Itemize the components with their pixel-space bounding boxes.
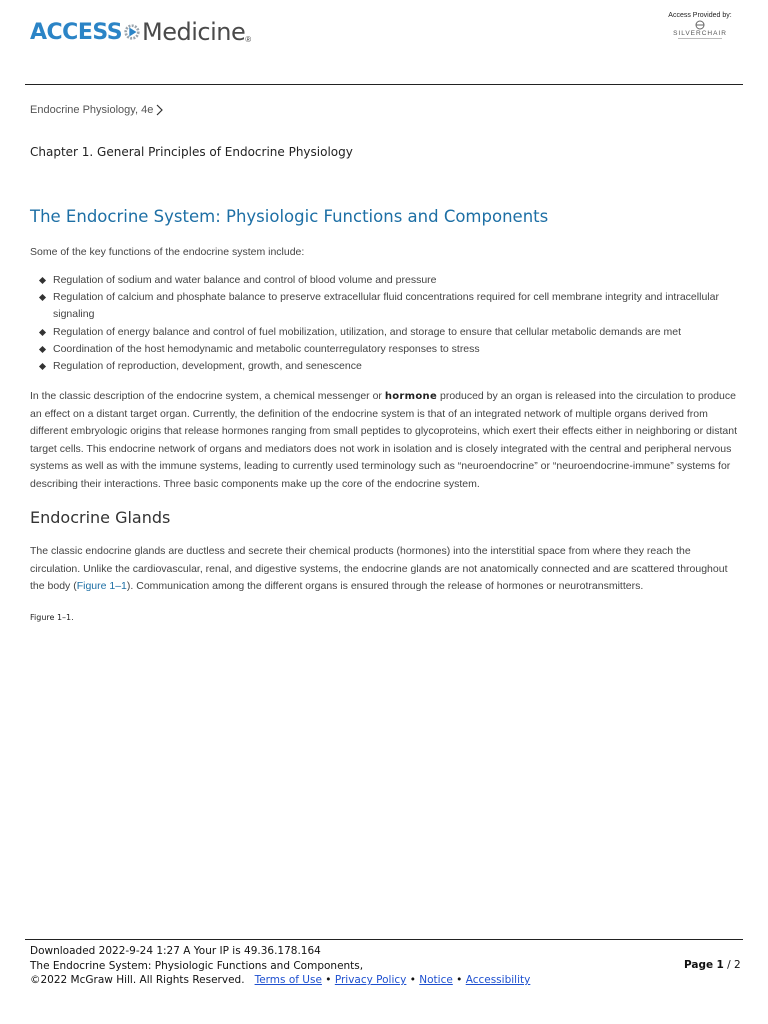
paragraph-text: The classic endocrine glands are ductless and secrete their chemical products (hormones) into the interstitial space from where they reach the circulation. Unlike the cardiovascular, renal, and digestive systems, the endocrine glands are not anatomically connected and are scattered throughout the body (: [30, 545, 728, 593]
separator: •: [325, 974, 332, 986]
intro-text: Some of the key functions of the endocrine system include:: [30, 246, 305, 258]
provider-name: SILVERCHAIR: [673, 30, 727, 37]
gear-icon: [123, 23, 141, 41]
provider-tagline-line: [678, 38, 722, 39]
privacy-policy-link[interactable]: Privacy Policy: [334, 974, 407, 986]
list-item: [30, 358, 742, 375]
logo-medicine-text: Medicine: [142, 18, 246, 46]
breadcrumb[interactable]: [30, 104, 163, 116]
classic-description-paragraph: [30, 388, 742, 494]
footer-legal-line: [30, 973, 530, 988]
list-item-text: Regulation of calcium and phosphate balance to preserve extracellular fluid concentrations required for cell membrane integrity and intracellular signaling: [53, 291, 719, 321]
separator: •: [409, 974, 416, 986]
chevron-right-icon: [155, 104, 163, 116]
list-item: [30, 324, 742, 341]
footer-divider: [25, 939, 743, 940]
bullet-icon: [39, 277, 46, 284]
access-provider: [660, 12, 740, 39]
bullet-icon: [39, 294, 46, 301]
paragraph-text: produced by an organ is released into the circulation to produce an effect on a distant target organ. Currently, the definition of the endocrine system is that of an integrated network of multiple organs derived from different embryologic origins that release hormones ranging from small peptides to glycoproteins, which exert their effects either in neighboring or distant target cells. This endocrine network of organs and mediators does not work in isolation and is closely integrated with the central and peripheral nervous systems as well as with the immune systems, leading to currently used terminology such as “neuroendocrine” or “neuroendocrine-immune” systems for describing their interactions. Three basic components make up the core of the endocrine system.: [30, 390, 737, 490]
bullet-icon: [39, 346, 46, 353]
chapter-title: Chapter 1. General Principles of Endocrine Physiology: [30, 145, 353, 159]
paragraph-text: In the classic description of the endocrine system, a chemical messenger or: [30, 390, 385, 402]
list-item-text: Regulation of reproduction, development, growth, and senescence: [53, 360, 362, 373]
logo-access-text: ACCESS: [30, 19, 123, 45]
bullet-icon: [39, 363, 46, 370]
list-item-text: Regulation of sodium and water balance and control of blood volume and pressure: [53, 274, 437, 286]
hormone-term[interactable]: hormone: [384, 391, 438, 402]
figure-1-1-link[interactable]: Figure 1–1: [76, 580, 127, 593]
registered-mark: ®: [245, 34, 252, 44]
page-current: 1: [716, 959, 724, 971]
functions-list: [30, 272, 742, 375]
list-item: [30, 341, 742, 358]
list-item: [30, 272, 742, 289]
page-number: [684, 959, 741, 971]
access-provided-label: Access Provided by:: [668, 12, 732, 19]
provider-logo-icon: [694, 20, 706, 30]
figure-label: Figure 1–1.: [30, 613, 74, 622]
list-item: [30, 289, 742, 323]
page-separator: /: [727, 959, 731, 971]
list-item-text: Regulation of energy balance and control of fuel mobilization, utilization, and storage to ensure that cellular metabolic demands are met: [53, 325, 682, 338]
page-label: Page: [684, 959, 714, 971]
copyright-text: ©2022 McGraw Hill. All Rights Reserved.: [30, 974, 245, 986]
separator: •: [456, 974, 463, 986]
list-item-text: Coordination of the host hemodynamic and metabolic counterregulatory responses to stress: [53, 342, 480, 355]
accessmedicine-logo[interactable]: [30, 12, 251, 52]
accessibility-link[interactable]: Accessibility: [465, 974, 531, 986]
download-info: Downloaded 2022-9-24 1:27 A Your IP is 49.36.178.164: [30, 945, 321, 957]
site-header: [0, 0, 768, 86]
footer-doc-title: The Endocrine System: Physiologic Functions and Components,: [30, 959, 364, 972]
header-divider: [25, 84, 743, 85]
page-total: 2: [734, 959, 741, 971]
page-footer: [30, 944, 530, 988]
notice-link[interactable]: Notice: [419, 974, 453, 986]
bullet-icon: [39, 329, 46, 336]
endocrine-glands-heading: Endocrine Glands: [30, 508, 171, 527]
terms-of-use-link[interactable]: Terms of Use: [254, 974, 322, 986]
section-title: The Endocrine System: Physiologic Functions and Components: [30, 207, 549, 226]
endocrine-glands-paragraph: [30, 543, 742, 596]
paragraph-text: ). Communication among the different organs is ensured through the release of hormones or neurotransmitters.: [126, 580, 644, 593]
breadcrumb-book[interactable]: Endocrine Physiology, 4e: [30, 104, 154, 116]
